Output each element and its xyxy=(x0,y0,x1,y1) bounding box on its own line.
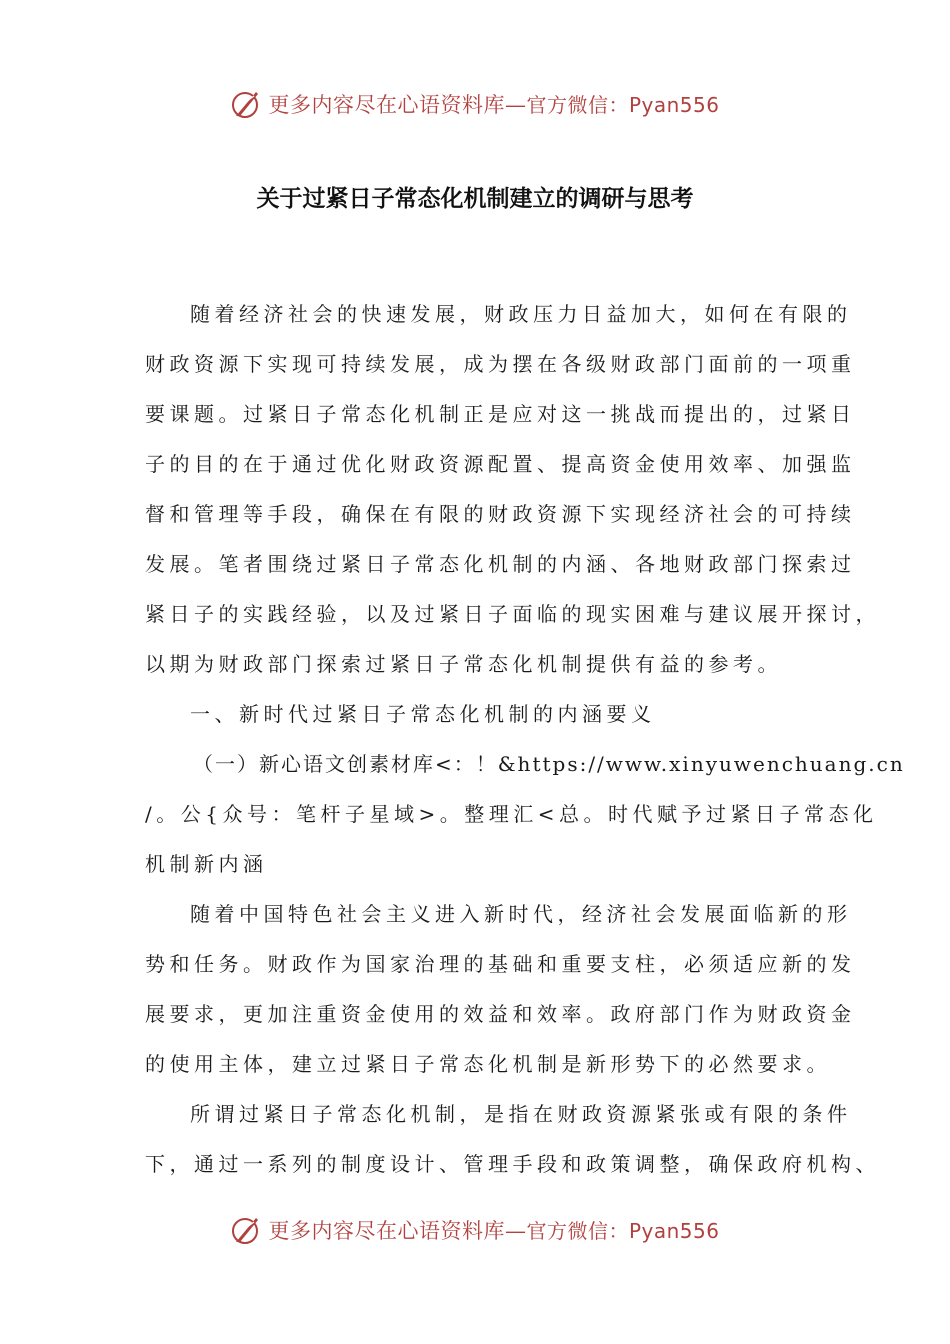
document-body xyxy=(145,292,905,1192)
paragraph-line: 下，通过一系列的制度设计、管理手段和政策调整，确保政府机构、 xyxy=(145,1152,880,1176)
banner-text xyxy=(268,89,719,119)
banner-dash: — xyxy=(504,93,527,117)
paragraph-line: 随着中国特色社会主义进入新时代，经济社会发展面临新的形 xyxy=(190,902,852,926)
section-heading: 一、新时代过紧日子常态化机制的内涵要义 xyxy=(190,702,656,726)
paragraph-line: 势和任务。财政作为国家治理的基础和重要支柱，必须适应新的发 xyxy=(145,952,856,976)
paragraph-line: 要课题。过紧日子常态化机制正是应对这一挑战而提出的，过紧日 xyxy=(145,402,856,426)
banner-main: 更多内容尽在心语资料库 xyxy=(268,93,505,117)
paragraph-line: 的使用主体，建立过紧日子常态化机制是新形势下的必然要求。 xyxy=(145,1052,831,1076)
banner-main: 更多内容尽在心语资料库 xyxy=(268,1219,505,1243)
banner-wechat: 官方微信：Pyan556 xyxy=(526,93,720,117)
subsection-heading: （一）新心语文创素材库<：！&https://www.xinyuwenchuang.cn xyxy=(193,752,905,776)
paragraph-line: 随着经济社会的快速发展，财政压力日益加大，如何在有限的 xyxy=(190,302,852,326)
subsection-heading-cont: 机制新内涵 xyxy=(145,852,268,876)
paragraph-line: 财政资源下实现可持续发展，成为摆在各级财政部门面前的一项重 xyxy=(145,352,856,376)
banner-text xyxy=(268,1215,719,1245)
paragraph-line: 紧日子的实践经验，以及过紧日子面临的现实困难与建议展开探讨， xyxy=(145,602,880,626)
subsection-heading-cont: /。公{众号：笔杆子星域>。整理汇<总。时代赋予过紧日子常态化 xyxy=(145,802,878,826)
paragraph-line: 子的目的在于通过优化财政资源配置、提高资金使用效率、加强监 xyxy=(145,452,856,476)
document-title: 关于过紧日子常态化机制建立的调研与思考 xyxy=(256,186,694,212)
header-banner xyxy=(0,84,950,124)
paragraph-line: 发展。笔者围绕过紧日子常态化机制的内涵、各地财政部门探索过 xyxy=(145,552,856,576)
paragraph-line: 展要求，更加注重资金使用的效益和效率。政府部门作为财政资金 xyxy=(145,1002,856,1026)
paragraph-line: 以期为财政部门探索过紧日子常态化机制提供有益的参考。 xyxy=(145,652,782,676)
quill-logo-icon xyxy=(230,88,262,120)
paragraph-line: 所谓过紧日子常态化机制，是指在财政资源紧张或有限的条件 xyxy=(190,1102,852,1126)
quill-logo-icon xyxy=(230,1214,262,1246)
banner-wechat: 官方微信：Pyan556 xyxy=(526,1219,720,1243)
footer-banner xyxy=(0,1210,950,1250)
paragraph-line: 督和管理等手段，确保在有限的财政资源下实现经济社会的可持续 xyxy=(145,502,856,526)
banner-dash: — xyxy=(504,1219,527,1243)
